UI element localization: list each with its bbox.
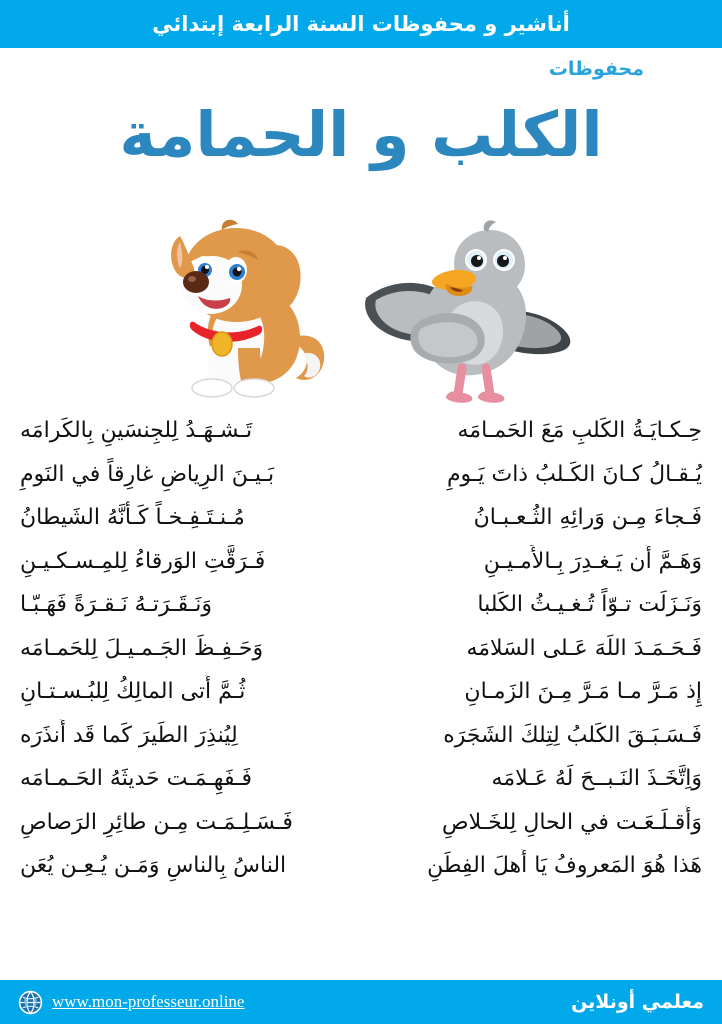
hemistich-first: وَأَقـلَـعَـت في الحالِ لِلخَـلاصِ bbox=[442, 809, 702, 835]
hemistich-second: فَـسَـلِـمَـت مِـن طائِرِ الرَصاصِ bbox=[20, 809, 293, 835]
globe-icon bbox=[18, 990, 43, 1015]
hemistich-first: وَنَـزَلَت تـوّاً تُـغـيـثُ الكَلبا bbox=[477, 592, 702, 617]
header-bar bbox=[0, 0, 722, 48]
verse-row bbox=[14, 719, 708, 763]
verse-row bbox=[14, 501, 708, 545]
illustration-row bbox=[0, 208, 722, 408]
verse-row bbox=[14, 675, 708, 719]
hemistich-second: فَـفَهِـمَـت حَديثَهُ الحَـمـامَه bbox=[20, 766, 253, 791]
verse-row bbox=[14, 458, 708, 502]
hemistich-second: وَنَـقَـرَتـهُ نَـقـرَةً فَهَـبّـا bbox=[20, 592, 212, 617]
verse-row bbox=[14, 414, 708, 458]
verse-row bbox=[14, 849, 708, 893]
hemistich-second: بَـيـنَ الرِياضِ غارِقاً في النَومِ bbox=[20, 461, 275, 487]
hemistich-first: حِـكـايَـةُ الكَلبِ مَعَ الحَمـامَه bbox=[457, 418, 702, 443]
kicker-label: محفوظات bbox=[548, 58, 644, 80]
dog-illustration bbox=[150, 218, 340, 408]
hemistich-first: فَـحَـمَـدَ اللَهَ عَـلى السَلامَه bbox=[466, 635, 702, 661]
hemistich-second: ثُـمَّ أَتى المالِكُ لِلبُـسـتـانِ bbox=[20, 679, 246, 704]
hemistich-second: لِيُنذِرَ الطَيرَ كَما قَد أَنذَرَه bbox=[20, 722, 238, 748]
title-block bbox=[0, 48, 722, 208]
hemistich-first: وَاِتَّخَـذَ النَـبــحَ لَهُ عَـلامَه bbox=[491, 766, 702, 791]
hemistich-second: فَـرَقَّتِ الوَرقاءُ لِلمِـسـكـيـنِ bbox=[20, 548, 266, 574]
hemistich-first: فَـجاءَ مِـن وَرائِهِ الثُـعـبـانُ bbox=[473, 505, 702, 530]
verse-row bbox=[14, 588, 708, 632]
hemistich-first: إِذ مَـرَّ مـا مَـرَّ مِـنَ الزَمـانِ bbox=[464, 679, 702, 704]
verse-row bbox=[14, 545, 708, 589]
hemistich-second: تَـشـهَـدُ لِلجِنسَينِ بِالكَرامَه bbox=[20, 418, 253, 443]
hemistich-second: الناسُ بِالناسِ وَمَـن يُـعِـن يُعَن bbox=[20, 853, 287, 878]
verse-row bbox=[14, 762, 708, 806]
poem-body bbox=[0, 408, 722, 980]
footer-bar bbox=[0, 980, 722, 1024]
verse-row bbox=[14, 632, 708, 676]
website-url-link[interactable]: www.mon-professeur.online bbox=[52, 992, 245, 1011]
hemistich-first: فَـسَـبَـقَ الكَلبُ لِتِلكَ الشَجَرَه bbox=[443, 722, 702, 748]
dove-illustration bbox=[358, 218, 573, 408]
footer-brand-label: معلمي أونلاين bbox=[571, 991, 704, 1013]
header-title: أناشير و محفوظات السنة الرابعة إبتدائي bbox=[152, 12, 570, 36]
hemistich-first: هَذا هُوَ المَعروفُ يَا أَهلَ الفِطَنِ bbox=[427, 853, 702, 878]
hemistich-first: يُـقـالُ كـانَ الكَـلبُ ذاتَ يَـومِ bbox=[446, 461, 702, 487]
page-title: الكلب و الحمامة bbox=[119, 98, 603, 171]
hemistich-second: مُـنـتَـفِـخـاً كَـأَنَّهُ الشَيطانُ bbox=[20, 505, 245, 530]
hemistich-first: وَهَـمَّ أَن يَـغـدِرَ بِـالأَمـيـنِ bbox=[483, 548, 702, 574]
footer-left-group bbox=[18, 990, 244, 1015]
hemistich-second: وَحَـفِـظَ الجَـمـيـلَ لِلحَمـامَه bbox=[20, 635, 264, 661]
verse-row bbox=[14, 806, 708, 850]
